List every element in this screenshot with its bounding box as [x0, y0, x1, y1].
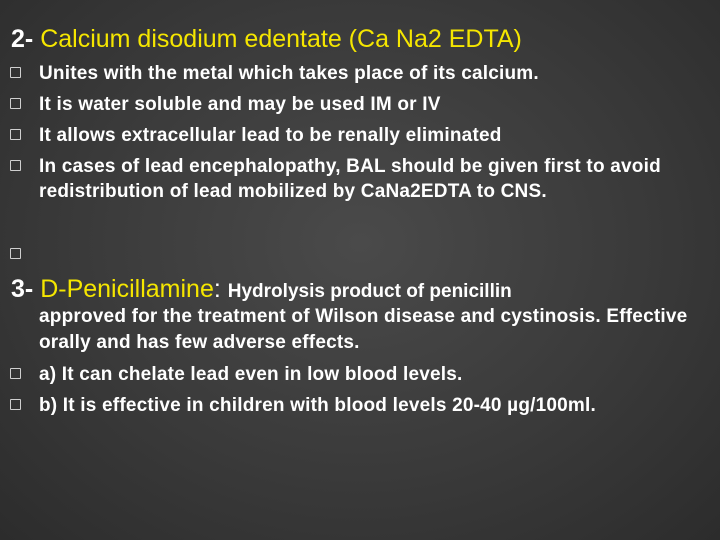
bullet-text: a) It can chelate lead even in low blood levels.	[39, 364, 463, 385]
bullet-text: It allows extracellular lead to be renally eliminated	[39, 125, 502, 146]
section-2-number: 3-	[11, 275, 41, 303]
section-2-intro: Hydrolysis product of penicillin	[227, 281, 512, 302]
section-2-heading	[11, 274, 512, 307]
bullet-text: It is water soluble and may be used IM or IV	[39, 94, 441, 115]
checkbox-bullet-icon	[10, 67, 21, 78]
bullet-text: Unites with the metal which takes place of its calcium.	[39, 63, 539, 84]
bullet-text: b) It is effective in children with blood levels 20-40 µg/100ml.	[39, 395, 596, 416]
checkbox-bullet-icon	[10, 368, 21, 379]
checkbox-bullet-icon	[10, 248, 21, 259]
section-1-heading	[11, 24, 522, 54]
checkbox-bullet-icon	[10, 160, 21, 171]
checkbox-bullet-icon	[10, 399, 21, 410]
section-1-number: 2-	[11, 25, 41, 53]
section-2-title: D-Penicillamine	[40, 275, 214, 303]
section-2-colon: :	[213, 275, 228, 303]
section-1-title: Calcium disodium edentate (Ca Na2 EDTA)	[40, 25, 522, 53]
section-2-continuation: approved for the treatment of Wilson disease and cystinosis. Effective orally and has few adverse effects.	[39, 306, 688, 353]
checkbox-bullet-icon	[10, 98, 21, 109]
checkbox-bullet-icon	[10, 129, 21, 140]
bullet-text: In cases of lead encephalopathy, BAL should be given first to avoid redistribution of lead mobilized by CaNa2EDTA to CNS.	[39, 156, 661, 202]
